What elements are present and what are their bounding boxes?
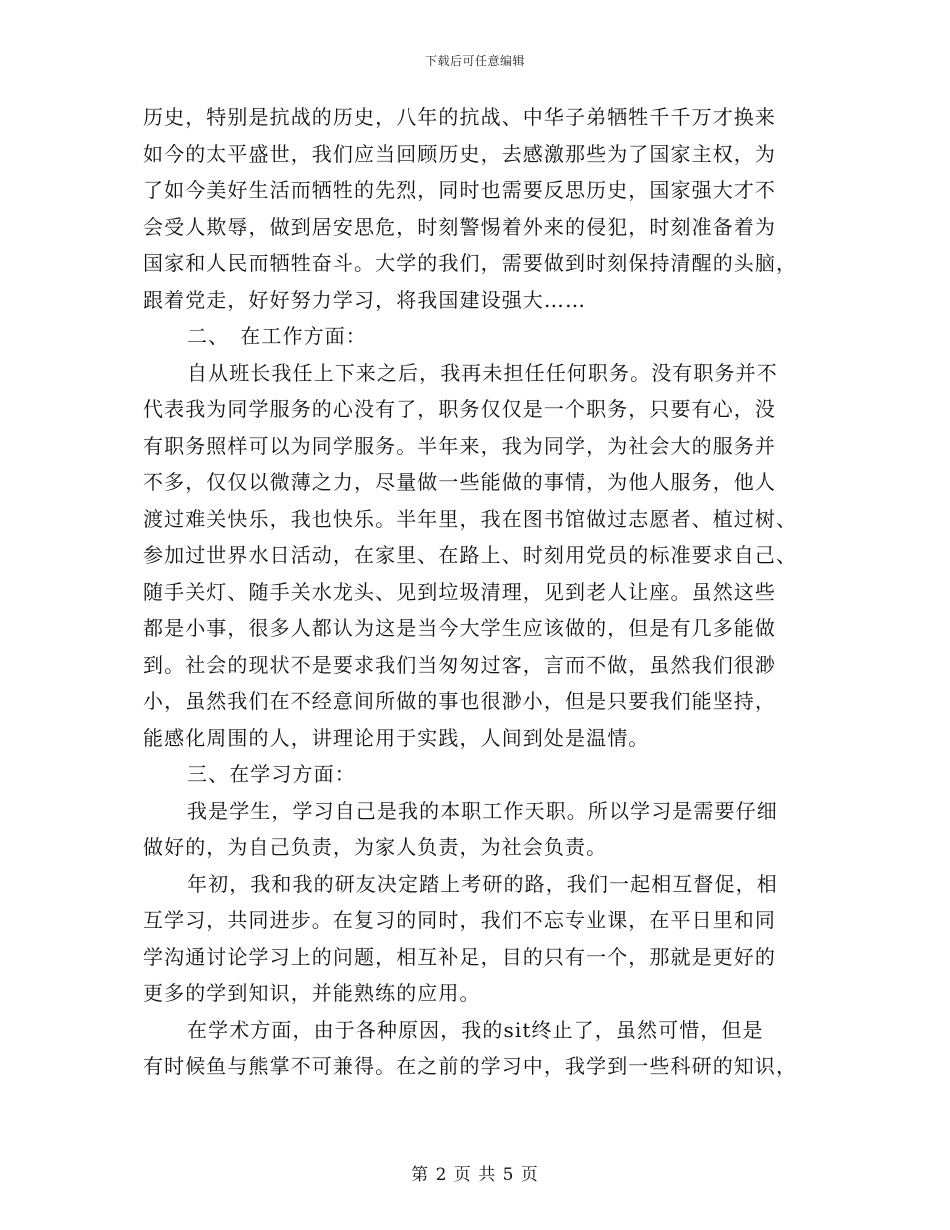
page-footer: 第 2 页 共 5 页	[411, 1165, 539, 1185]
text-line: 能感化周围的人，讲理论用于实践，人间到处是温情。	[143, 725, 650, 750]
text-line: 自从班长我任上下来之后，我再未担任任何职务。没有职务并不	[187, 360, 778, 385]
text-line: 小，虽然我们在不经意间所做的事也很渺小，但是只要我们能坚持，	[143, 689, 776, 713]
section-heading-study: 三、在学习方面：	[187, 762, 356, 786]
text-line: 跟着党走，好好努力学习，将我国建设强大……	[143, 287, 587, 312]
text-line: 代表我为同学服务的心没有了，职务仅仅是一个职务，只要有心，没	[143, 397, 776, 421]
text-line: 我是学生，学习自己是我的本职工作天职。所以学习是需要仔细	[187, 798, 778, 823]
text-line: 了如今美好生活而牺牲的先烈，同时也需要反思历史，国家强大才不	[143, 178, 776, 202]
page-header: 下载后可任意编辑	[424, 54, 525, 68]
text-line: 参加过世界水日活动，在家里、在路上、时刻用党员的标准要求自己、	[143, 543, 798, 567]
text-line: 如今的太平盛世，我们应当回顾历史，去感激那些为了国家主权，为	[143, 141, 776, 166]
text-line: 历史，特别是抗战的历史，八年的抗战、中华子弟牺牲千千万才换来	[143, 105, 776, 129]
text-line: 不多，仅仅以微薄之力，尽量做一些能做的事情，为他人服务，他人	[143, 470, 776, 494]
text-line: 做好的，为自己负责，为家人负责，为社会负责。	[143, 835, 608, 859]
section-heading-work: 二、 在工作方面：	[187, 324, 367, 348]
text-line: 会受人欺辱，做到居安思危，时刻警惕着外来的侵犯，时刻准备着为	[143, 214, 776, 239]
text-line: 更多的学到知识，并能熟练的应用。	[143, 981, 481, 1005]
text-line: 随手关灯、随手关水龙头、见到垃圾清理，见到老人让座。虽然这些	[143, 579, 776, 604]
text-line: 国家和人民而牺牲奋斗。大学的我们，需要做到时刻保持清醒的头脑，	[143, 251, 798, 275]
text-line: 有时候鱼与熊掌不可兼得。在之前的学习中，我学到一些科研的知识，	[143, 1054, 798, 1078]
text-line: 在学术方面，由于各种原因，我的sit终止了，虽然可惜，但是	[187, 1017, 764, 1042]
text-line: 年初，我和我的研友决定踏上考研的路，我们一起相互督促，相	[187, 871, 778, 896]
text-line: 互学习，共同进步。在复习的同时，我们不忘专业课，在平日里和同	[143, 908, 776, 932]
text-line: 渡过难关快乐，我也快乐。半年里，我在图书馆做过志愿者、植过树、	[143, 506, 798, 531]
text-line: 到。社会的现状不是要求我们当匆匆过客，言而不做，虽然我们很渺	[143, 652, 776, 677]
document-body	[143, 99, 803, 1085]
text-line: 都是小事，很多人都认为这是当今大学生应该做的，但是有几多能做	[143, 616, 776, 640]
text-line: 学沟通讨论学习上的问题，相互补足，目的只有一个，那就是更好的	[143, 944, 776, 969]
text-line: 有职务照样可以为同学服务。半年来，我为同学，为社会大的服务并	[143, 433, 776, 458]
